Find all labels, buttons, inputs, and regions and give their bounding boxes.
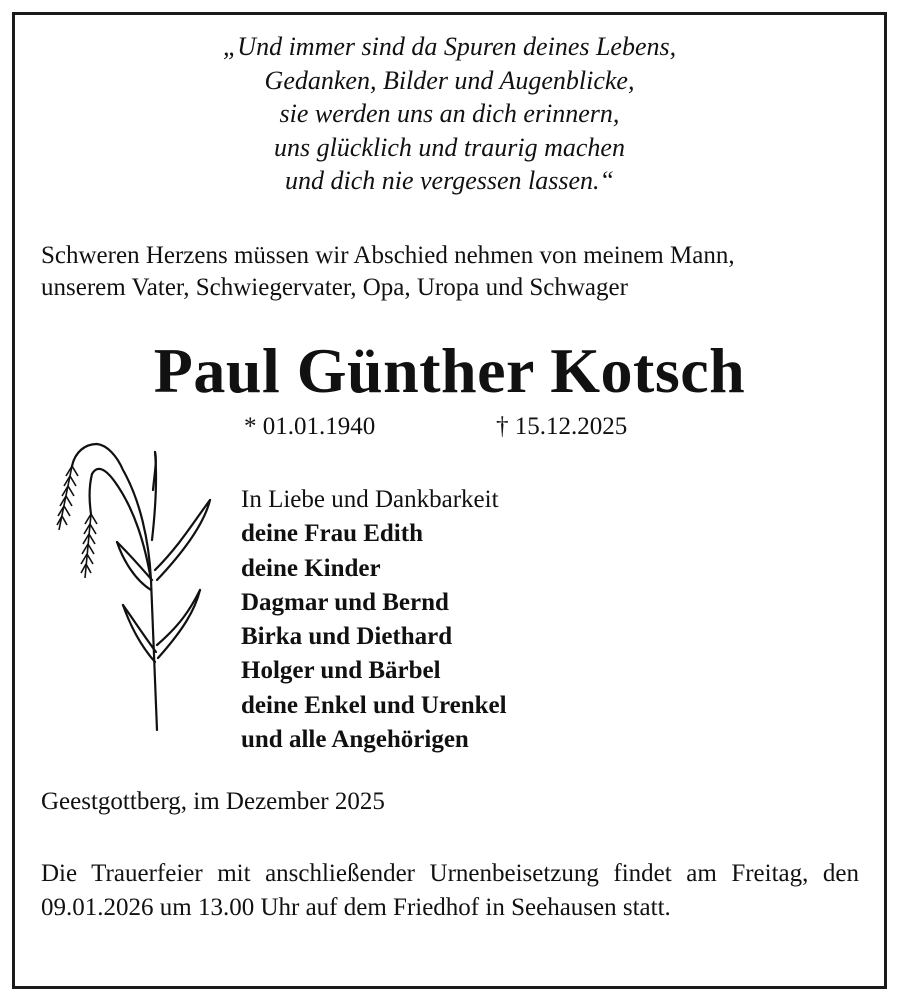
mourner-name: deine Enkel und Urenkel: [241, 691, 507, 719]
poem-line: sie werden uns an dich erinnern,: [279, 99, 620, 128]
service-line: Freitag, den 09.01.2026 um 13.00 Uhr auf dem Friedhof in: [41, 860, 860, 921]
birth-date: * 01.01.1940: [244, 413, 376, 440]
mourner-name: Holger und Bärbel: [241, 657, 441, 685]
mourners-block: [241, 483, 507, 757]
mourner-name: deine Kinder: [241, 554, 381, 582]
mourner-name: deine Frau Edith: [241, 520, 423, 548]
intro-line: Schweren Herzens müssen wir Abschied nehmen von meinem Mann,: [41, 242, 735, 269]
place-date: Geestgottberg, im Dezember 2025: [41, 788, 385, 815]
intro-line: unserem Vater, Schwiegervater, Opa, Uropa und Schwager: [41, 274, 628, 301]
poem: [0, 30, 899, 198]
deceased-name: Paul Günther Kotsch: [153, 335, 746, 406]
service-line: Die Trauerfeier mit anschließender Urnenbeisetzung findet am: [41, 860, 717, 887]
service-info: [41, 857, 859, 925]
poem-line: Gedanken, Bilder und Augenblicke,: [264, 65, 635, 95]
death-date: † 15.12.2025: [496, 413, 628, 440]
mourners-heading: In Liebe und Dankbarkeit: [241, 486, 499, 513]
service-line: Seehausen statt.: [511, 894, 671, 921]
mourner-name: Dagmar und Bernd: [241, 588, 449, 616]
mourner-name: Birka und Diethard: [241, 623, 453, 651]
poem-line: und dich nie vergessen lassen.“: [284, 166, 615, 195]
poem-line: „Und immer sind da Spuren deines Lebens,: [222, 32, 677, 61]
poem-line: uns glücklich und traurig machen: [274, 132, 625, 162]
wheat-icon: [45, 430, 220, 740]
intro-text: [41, 240, 861, 304]
mourner-name: und alle Angehörigen: [241, 726, 469, 754]
